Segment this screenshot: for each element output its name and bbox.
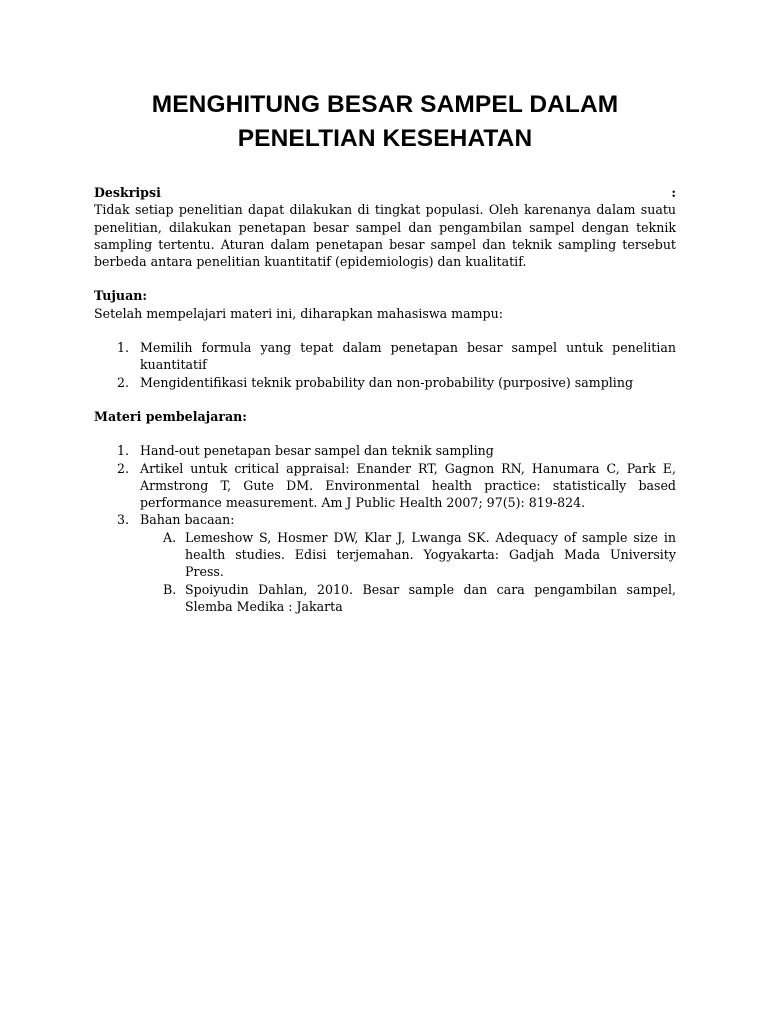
spacer (94, 391, 676, 408)
sublist-letter: A. (163, 529, 177, 545)
document-title (94, 88, 676, 156)
list-text: Hand-out penetapan besar sampel dan teknik sampling (140, 443, 494, 459)
deskripsi-colon: : (671, 185, 676, 200)
spacer (94, 270, 676, 287)
title-line-2: PENELTIAN KESEHATAN (237, 125, 533, 152)
materi-heading: Materi pembelajaran: (94, 408, 247, 424)
title-line-1: MENGHITUNG BESAR SAMPEL DALAM (151, 91, 619, 118)
materi-list (94, 442, 676, 615)
sublist-item (140, 581, 676, 616)
list-text: Artikel untuk critical appraisal: Enander RT, Gagnon RN, Hanumara C, Park E, Armstrong T, Gute DM. Environmental health practice: statistically based performance measurement. Am J Public Health 2007; 97(5): 819-824. (140, 460, 676, 511)
list-number: 2. (117, 374, 130, 390)
tujuan-intro: Setelah mempelajari materi ini, diharapkan mahasiswa mampu: (94, 305, 503, 321)
list-number: 2. (117, 460, 130, 476)
list-item (94, 460, 676, 512)
list-number: 3. (117, 512, 130, 528)
list-item (94, 374, 676, 391)
sublist-text: Lemeshow S, Hosmer DW, Klar J, Lwanga SK. Adequacy of sample size in health studies. Edisi terjemahan. Yogyakarta: Gadjah Mada University Press. (185, 529, 676, 580)
list-item (94, 511, 676, 615)
sublist-item (140, 529, 676, 581)
deskripsi-body: Tidak setiap penelitian dapat dilakukan di tingkat populasi. Oleh karenanya dalam suatu penelitian, dilakukan penetapan besar sampel dan pengambilan sampel dengan teknik sampling tertentu. Aturan dalam penetapan besar sampel dan teknik sampling tersebut berbeda antara penelitian kuantitatif (epidemiologis) dan kualitatif. (94, 202, 676, 270)
list-item (94, 339, 676, 374)
list-item (94, 442, 676, 459)
sublist-text: Spoiyudin Dahlan, 2010. Besar sample dan cara pengambilan sampel, Slemba Medika : Jakarta (185, 581, 676, 614)
deskripsi-heading: Deskripsi (94, 185, 161, 200)
list-text: Bahan bacaan: (140, 512, 235, 528)
list-number: 1. (117, 443, 130, 459)
tujuan-heading: Tujuan: (94, 288, 148, 304)
document-page (94, 88, 676, 615)
deskripsi-heading-row (94, 184, 676, 201)
tujuan-list (94, 339, 676, 391)
sublist-letter: B. (163, 581, 177, 597)
list-number: 1. (117, 340, 130, 356)
list-text: Memilih formula yang tepat dalam penetapan besar sampel untuk penelitian kuantitatif (140, 340, 676, 373)
bahan-bacaan-sublist (140, 529, 676, 615)
list-text: Mengidentifikasi teknik probability dan non-probability (purposive) sampling (140, 374, 634, 390)
